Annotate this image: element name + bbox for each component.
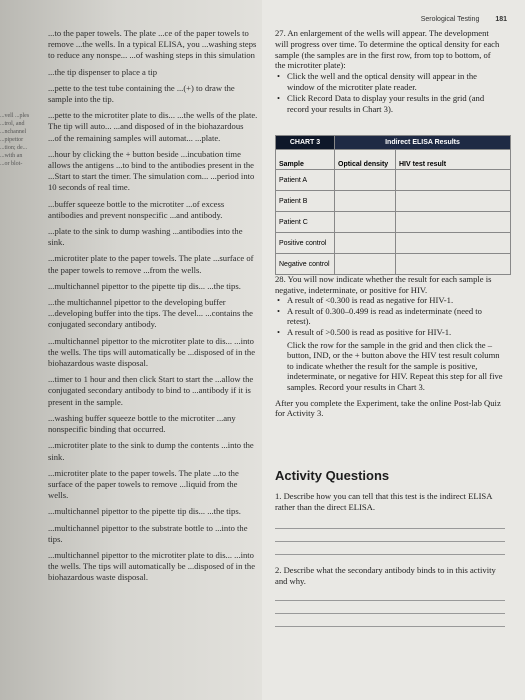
sample-label: Negative control	[276, 254, 335, 275]
answer-line	[275, 528, 505, 529]
column-header: HIV test result	[396, 150, 511, 170]
step-28-intro: 28. You will now indicate whether the result for each sample is negative, indeterminate, or positive for HIV.	[275, 274, 492, 295]
left-page-text	[48, 28, 258, 589]
left-paragraph: ...buffer squeeze bottle to the microtiter ...of excess antibodies and prevent nonspecific ...and antibody.	[48, 198, 225, 220]
column-header: Optical density	[335, 150, 396, 170]
question-2: 2. Describe what the secondary antibody binds to in this activity and why.	[275, 565, 496, 586]
left-paragraph: ...multichannel pipettor to the microtiter plate to dis... ...into the wells. The tips will automatically be ...disposed of in the biohazardous waste disposal.	[48, 335, 256, 369]
chart-3-table	[275, 135, 511, 275]
od-cell	[335, 233, 396, 254]
left-paragraph: ...to the paper towels. The plate ...ce of the paper towels to remove ...the wells. In a typical ELISA, you ...washing steps to reduce any nonspe... ...of washing steps in this simulation	[48, 28, 257, 61]
result-cell	[396, 254, 511, 275]
answer-line	[275, 600, 505, 601]
step-27-bullet: • Click Record Data to display your results in the grid (and record your results in Chart 3).	[275, 93, 503, 115]
step-28	[275, 274, 507, 419]
chart-tag: CHART 3	[276, 136, 335, 150]
column-header: Sample	[276, 150, 335, 170]
result-cell	[396, 233, 511, 254]
sample-label: Patient C	[276, 212, 335, 233]
left-paragraph: ...the tip dispenser to place a tip	[48, 66, 158, 77]
left-paragraph: ...multichannel pipettor to the substrate bottle to ...into the tips.	[48, 522, 248, 544]
left-paragraph: ...microtiter plate to the sink to dump the contents ...into the sink.	[48, 440, 254, 462]
running-header	[421, 16, 507, 23]
left-paragraph: ...timer to 1 hour and then click Start to start the ...allow the conjugated secondary antibody to bind to ...antibody if it is present in the sample.	[48, 374, 254, 407]
post-lab-note: After you complete the Experiment, take the online Post-lab Quiz for Activity 3.	[275, 397, 501, 419]
sample-label: Patient B	[276, 191, 335, 212]
chart-title: Indirect ELISA Results	[335, 136, 511, 150]
od-cell	[335, 254, 396, 275]
sample-label: Positive control	[276, 233, 335, 254]
left-edge-fragments: ...vell ...ples ...trol, and ...nchannel ...pipettor ...tion; de... ...with an ...or blot-	[0, 113, 30, 167]
right-page	[265, 0, 525, 700]
left-paragraph: ...pette to the test tube containing the ...(+) to draw the sample into the tip.	[48, 82, 235, 105]
answer-line	[275, 554, 505, 555]
page-number: 181	[495, 16, 507, 23]
step-28-bullet: • A result of >0.500 is read as positive for HIV-1.	[275, 327, 507, 338]
od-cell	[335, 170, 396, 191]
sample-label: Patient A	[276, 170, 335, 191]
left-paragraph: ...multichannel pipettor to the microtiter plate to dis... ...into the wells. The tips will automatically be ...disposed of in the biohazardous waste disposal.	[48, 549, 256, 583]
left-paragraph: ...multichannel pipettor to the pipette tip dis... ...the tips.	[48, 280, 241, 291]
left-paragraph: ...hour by clicking the + button beside ...incubation time allows the antigens ...to bind to the antibodies present in the ...Start to start the timer. The simulation com... ...period into 10 seconds of real time.	[48, 148, 255, 193]
question-1: 1. Describe how you can tell that this test is the indirect ELISA rather than the direct ELISA.	[275, 491, 492, 512]
step-28-bullet: • A result of 0.300–0.499 is read as indeterminate (need to retest).	[275, 306, 507, 327]
step-27-text: 27. An enlargement of the wells will appear. The development will progress over time. To determine the optical density for each sample (the samples are in the first row, from top to bottom, of the microtiter plate):	[275, 28, 500, 71]
left-paragraph: ...the multichannel pipettor to the developing buffer ...developing buffer into the tips. The devel... ...contains the conjugated secondary antibody.	[48, 297, 253, 330]
activity-questions-heading: Activity Questions	[275, 468, 390, 483]
left-paragraph: ...microtiter plate to the paper towels. The plate ...to the surface of the paper towels to remove ...liquid from the wells.	[48, 467, 239, 501]
answer-line	[275, 626, 505, 627]
answer-line	[275, 613, 505, 614]
left-paragraph: ...plate to the sink to dump washing ...antibodies into the sink.	[48, 226, 243, 248]
result-cell	[396, 212, 511, 233]
result-cell	[396, 170, 511, 191]
left-paragraph: ...pette to the microtiter plate to dis... ...the wells of the plate. The tip will auto... ...and disposed of in the biohazardous ...of the remaining samples will automat... ...plate.	[48, 110, 258, 143]
result-cell	[396, 191, 511, 212]
section-title: Serological Testing	[420, 16, 480, 23]
step-28-bullet: • A result of <0.300 is read as negative for HIV-1.	[275, 295, 507, 306]
step-27-bullet: • Click the well and the optical density will appear in the window of the microtiter plate reader.	[275, 71, 503, 93]
step-27	[275, 28, 503, 114]
left-paragraph: ...multichannel pipettor to the pipette tip dis... ...the tips.	[48, 506, 241, 517]
od-cell	[335, 191, 396, 212]
left-page	[0, 0, 262, 700]
left-paragraph: ...microtiter plate to the paper towels. The plate ...surface of the paper towels to remove ...from the wells.	[48, 253, 254, 275]
answer-line	[275, 541, 505, 542]
step-28-instructions: Click the row for the sample in the grid and then click the – button, IND, or the + button above the HIV test result column to indicate whether the result for the sample is positive, indeterminate, or negative for HIV. Repeat this step for all five samples. Record your results in Chart 3.	[287, 339, 503, 392]
left-paragraph: ...washing buffer squeeze bottle to the microtiter ...any nonspecific binding that occurred.	[48, 412, 236, 435]
od-cell	[335, 212, 396, 233]
